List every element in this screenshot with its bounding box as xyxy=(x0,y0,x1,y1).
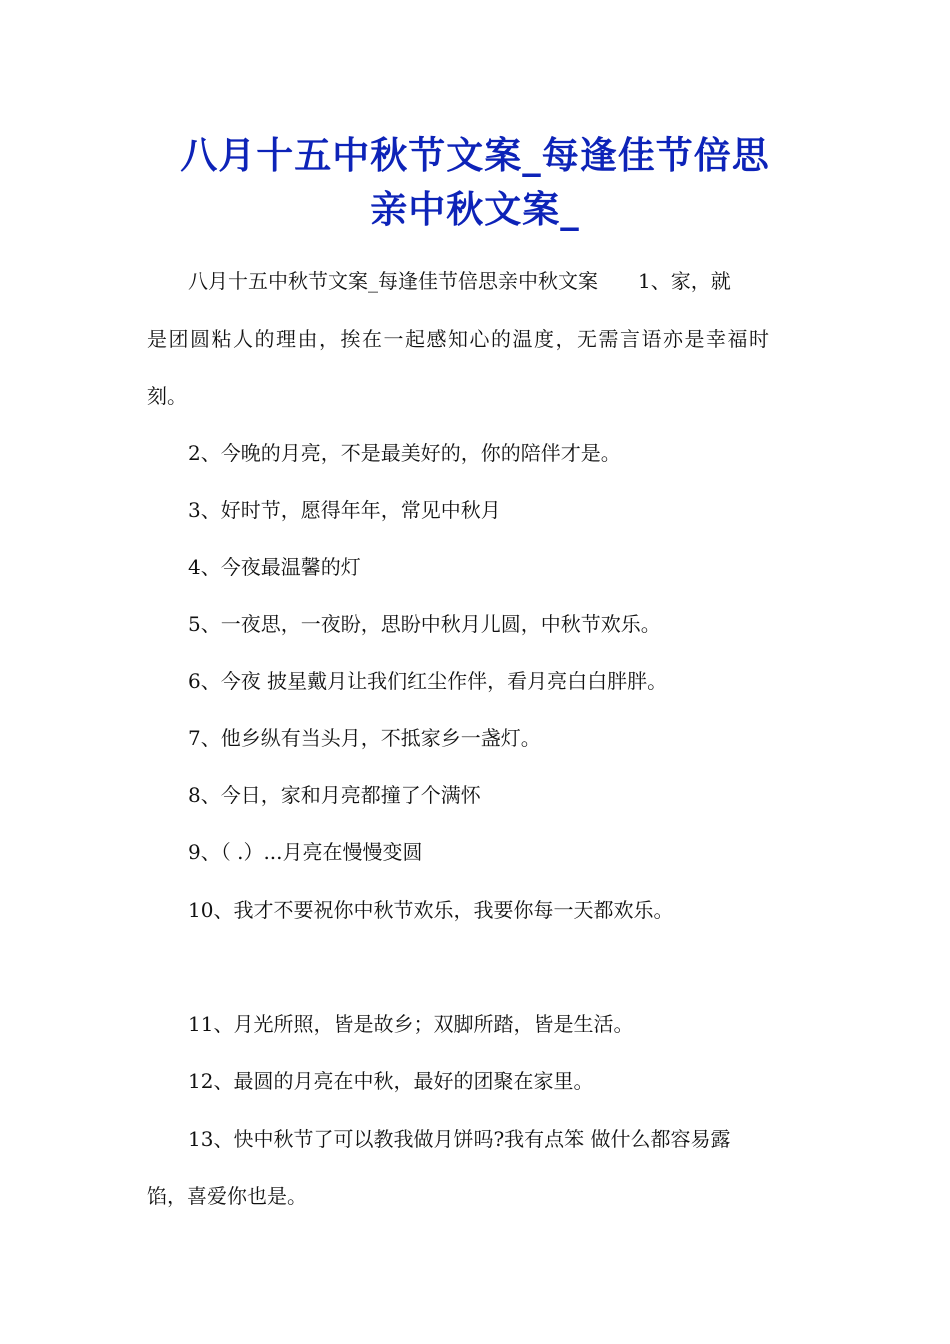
list-item: 2、今晚的月亮，不是最美好的，你的陪伴才是。 xyxy=(188,441,621,465)
paragraph-line: 八月十五中秋节文案_每逢佳节倍思亲中秋文案 1、家，就 xyxy=(188,269,731,293)
list-item: 9、（ .）...月亮在慢慢变圆 xyxy=(188,840,423,864)
list-item: 10、我才不要祝你中秋节欢乐，我要你每一天都欢乐。 xyxy=(188,898,674,922)
list-item: 13、快中秋节了可以教我做月饼吗?我有点笨 做什么都容易露 xyxy=(188,1127,731,1151)
list-item: 7、他乡纵有当头月，不抵家乡一盏灯。 xyxy=(188,726,541,750)
list-item: 12、最圆的月亮在中秋，最好的团聚在家里。 xyxy=(188,1069,594,1093)
list-item: 3、好时节，愿得年年，常见中秋月 xyxy=(188,498,501,522)
list-item: 8、今日，家和月亮都撞了个满怀 xyxy=(188,783,481,807)
document-title-line-1: 八月十五中秋节文案_每逢佳节倍思 xyxy=(180,134,770,177)
list-item: 6、今夜 披星戴月让我们红尘作伴，看月亮白白胖胖。 xyxy=(188,669,668,693)
list-item: 11、月光所照，皆是故乡；双脚所踏，皆是生活。 xyxy=(188,1012,634,1036)
paragraph-line: 刻。 xyxy=(147,384,187,408)
paragraph-line: 是团圆粘人的理由，挨在一起感知心的温度，无需言语亦是幸福时 xyxy=(147,327,771,351)
list-item: 4、今夜最温馨的灯 xyxy=(188,555,361,579)
list-item: 5、一夜思，一夜盼，思盼中秋月儿圆，中秋节欢乐。 xyxy=(188,612,661,636)
list-item: 馅，喜爱你也是。 xyxy=(147,1184,307,1208)
document-title-line-2: 亲中秋文案_ xyxy=(370,188,580,231)
